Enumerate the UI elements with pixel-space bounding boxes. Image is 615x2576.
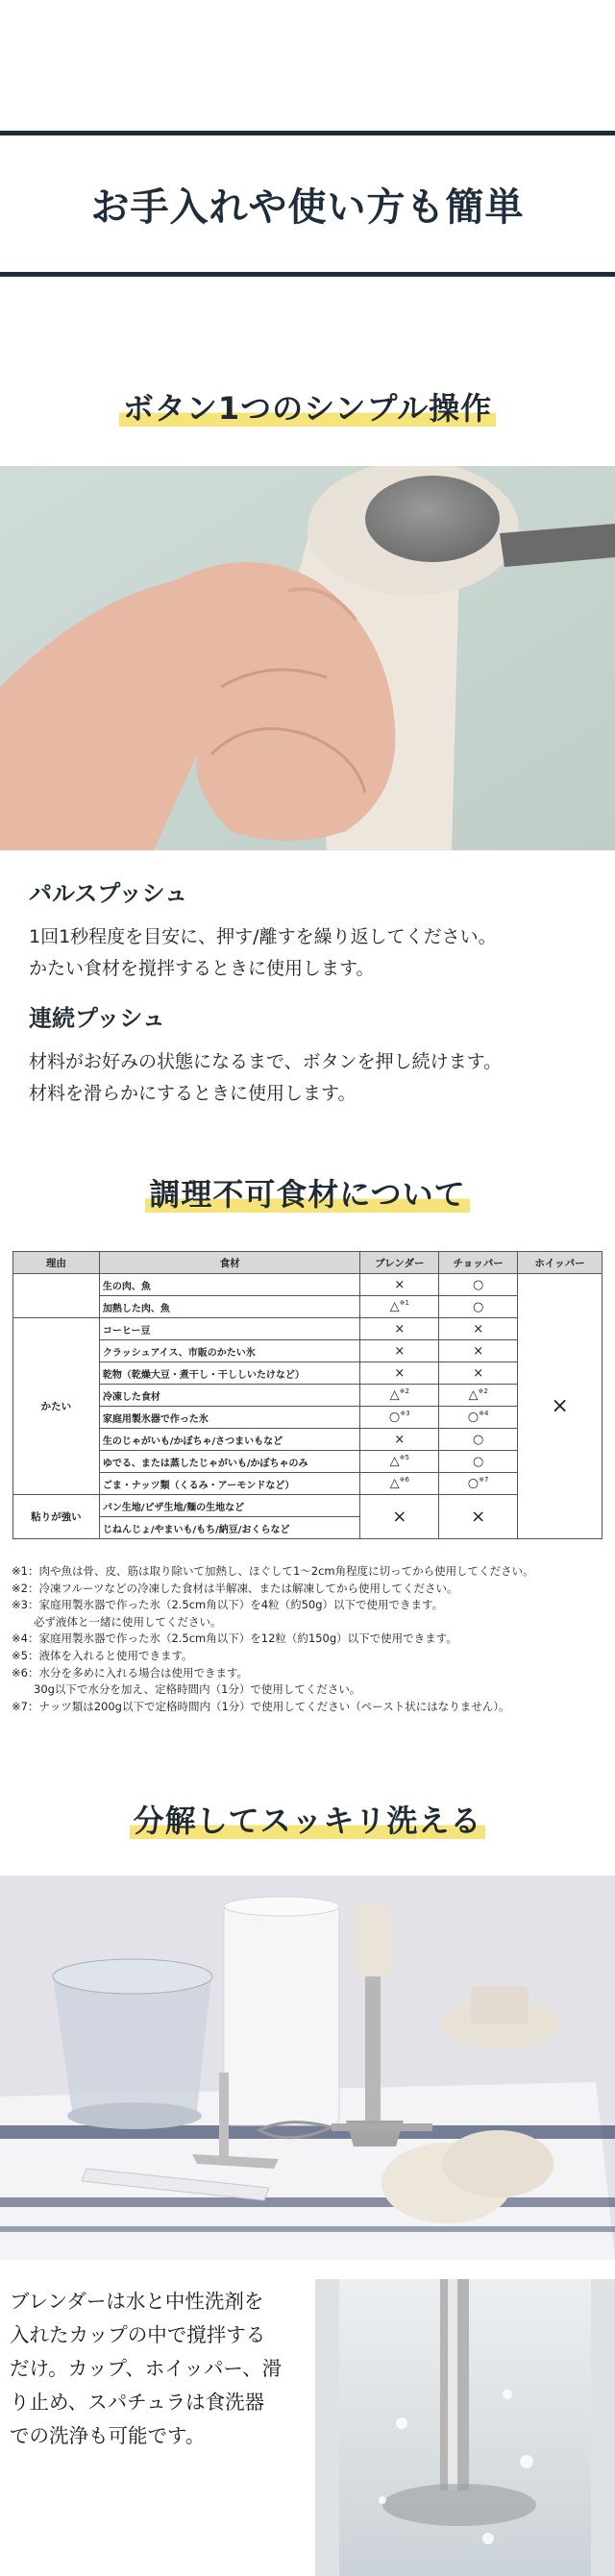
blender-mark: △	[389, 1476, 400, 1491]
blender-cell	[360, 1385, 439, 1407]
pulse-push-block	[29, 874, 596, 985]
footnote: ※1：肉や魚は骨、皮、筋は取り除いて加熱し、ほぐして1〜2cm角程度に切ってから使用してください。	[12, 1564, 534, 1578]
blender-cell	[360, 1451, 439, 1473]
chopper-mark: ○	[467, 1476, 480, 1491]
footnote: ※4：家庭用製氷器で作った氷（2.5cm角以下）を12粒（約150g）以下で使用できます。	[12, 1631, 457, 1646]
pulse-push-title: パルスプッシュ	[29, 880, 188, 907]
blender-cell	[360, 1429, 439, 1451]
food-cell: 家庭用製氷器で作った氷	[99, 1407, 359, 1429]
continuous-push-line-1: 材料がお好みの状態になるまで、ボタンを押し続けます。	[29, 1051, 503, 1072]
blender-mark: △	[389, 1454, 400, 1469]
table-row	[13, 1407, 603, 1429]
table-row	[13, 1429, 603, 1451]
footnote: ※6：水分を多めに入れる場合は使用できます。	[12, 1665, 249, 1680]
chopper-note: ※4	[479, 1410, 489, 1418]
footnote: 必ず液体と一緒に使用してください。	[12, 1614, 222, 1629]
wash-description	[10, 2285, 308, 2453]
operation-section-title: ボタン1つのシンプル操作	[0, 384, 615, 429]
blender-mark: ×	[394, 1321, 406, 1337]
footnotes	[12, 1563, 607, 1715]
food-cell: クラッシュアイス、市販のかたい氷	[99, 1340, 359, 1362]
chopper-cell	[439, 1340, 518, 1362]
chopper-mark: ×	[473, 1365, 484, 1381]
chopper-cell	[439, 1385, 518, 1407]
blender-mark: ○	[388, 1410, 401, 1425]
wash-section-title: 分解してスッキリ洗える	[0, 1797, 615, 1841]
reason-empty-cell	[13, 1274, 100, 1318]
wash-text-line: での洗浄も可能です。	[10, 2424, 206, 2447]
table-row	[13, 1385, 603, 1407]
blender-note: ※2	[399, 1387, 409, 1396]
blender-mark: △	[389, 1387, 400, 1403]
header-food: 食材	[99, 1252, 359, 1274]
table-row	[13, 1362, 603, 1385]
blender-mark: ×	[394, 1277, 406, 1292]
pulse-push-line-2: かたい食材を撹拌するときに使用します。	[29, 958, 375, 979]
food-cell: 生の肉、魚	[99, 1274, 359, 1296]
blender-note: ※1	[399, 1299, 409, 1308]
hero-title: お手入れや使い方も簡単	[90, 184, 525, 230]
chopper-cell	[439, 1495, 518, 1539]
chopper-cell	[439, 1429, 518, 1451]
chopper-note: ※7	[479, 1476, 489, 1484]
table-header-row	[13, 1252, 603, 1274]
hero-banner	[0, 131, 615, 277]
reason-hard-cell: かたい	[13, 1318, 100, 1495]
blender-cell	[360, 1296, 439, 1318]
wash-text-line: 入れたカップの中で撹拌する	[10, 2323, 266, 2346]
hand-holding-blender-photo	[0, 466, 615, 850]
food-cell: ゆでる、または蒸したじゃがいも/かぼちゃのみ	[99, 1451, 359, 1473]
wash-text-line: り止め、スパチュラは食洗器	[10, 2391, 265, 2414]
footnote: ※3：家庭用製氷器で作った氷（2.5cm角以下）を4粒（約50g）以下で使用できます。	[12, 1598, 444, 1612]
food-cell: パン生地/ピザ生地/麺の生地など	[99, 1495, 359, 1517]
blender-cell	[360, 1318, 439, 1340]
food-cell: 冷凍した食材	[99, 1385, 359, 1407]
pulse-push-line-1: 1回1秒程度を目安に、押す/離すを繰り返してください。	[29, 926, 497, 947]
chopper-mark: ○	[472, 1277, 484, 1292]
table-row	[13, 1274, 603, 1296]
footnote: 30g以下で水分を加え、定格時間内（1分）で使用してください。	[12, 1682, 361, 1697]
chopper-mark: ×	[473, 1343, 484, 1359]
header-whisk: ホイッパー	[518, 1252, 603, 1274]
blender-mark: ×	[394, 1432, 406, 1447]
chopper-mark: ○	[467, 1410, 480, 1425]
blender-cell	[360, 1362, 439, 1385]
table-row	[13, 1473, 603, 1495]
footnote: ※7：ナッツ類は200g以下で定格時間内（1分）で使用してください（ペースト状にはなりません）。	[12, 1699, 510, 1713]
blender-cell	[360, 1473, 439, 1495]
header-chopper: チョッパー	[439, 1252, 518, 1274]
table-row	[13, 1296, 603, 1318]
chopper-mark: △	[468, 1387, 479, 1403]
whisk-cell	[518, 1274, 603, 1539]
table-row	[13, 1340, 603, 1362]
blender-cell	[360, 1340, 439, 1362]
chopper-mark: ○	[472, 1299, 484, 1314]
blender-cell	[360, 1274, 439, 1296]
unusable-foods-table	[12, 1251, 603, 1539]
washing-in-cup-photo	[315, 2279, 615, 2576]
blender-mark: ×	[394, 1365, 406, 1381]
blender-note: ※3	[400, 1410, 410, 1418]
food-cell: 生のじゃがいも/かぼちゃ/さつまいもなど	[99, 1429, 359, 1451]
blender-note: ※5	[399, 1454, 409, 1462]
blender-note: ※6	[399, 1476, 409, 1484]
food-cell: じねんじょ/やまいも/もち/納豆/おくらなど	[99, 1517, 359, 1539]
table-row	[13, 1451, 603, 1473]
continuous-push-title: 連続プッシュ	[29, 1005, 165, 1032]
chopper-mark: ○	[472, 1454, 484, 1469]
chopper-note: ※2	[478, 1387, 488, 1396]
wash-text-line: ブレンダーは水と中性洗剤を	[10, 2290, 264, 2313]
footnote: ※5：液体を入れると使用できます。	[12, 1648, 193, 1662]
header-reason: 理由	[13, 1252, 100, 1274]
reason-sticky-cell: 粘りが強い	[13, 1495, 100, 1539]
chopper-mark: ○	[472, 1432, 484, 1447]
chopper-cell	[439, 1318, 518, 1340]
continuous-push-block	[29, 999, 596, 1110]
chopper-cell	[439, 1407, 518, 1429]
blender-mark: ×	[394, 1343, 406, 1359]
header-blender: ブレンダー	[360, 1252, 439, 1274]
food-cell: 乾物（乾燥大豆・煮干し・干ししいたけなど）	[99, 1362, 359, 1385]
blender-mark: ×	[392, 1507, 407, 1527]
table-row	[13, 1318, 603, 1340]
food-cell: ごま・ナッツ類（くるみ・アーモンドなど）	[99, 1473, 359, 1495]
whisk-mark: ×	[551, 1394, 569, 1418]
food-cell: コーヒー豆	[99, 1318, 359, 1340]
continuous-push-line-2: 材料を滑らかにするときに使用します。	[29, 1083, 357, 1104]
blender-cell	[360, 1407, 439, 1429]
wash-text-line: だけ。カップ、ホイッパー、滑	[10, 2357, 283, 2380]
unusable-foods-section-title: 調理不可食材について	[0, 1170, 615, 1214]
chopper-cell	[439, 1296, 518, 1318]
chopper-cell	[439, 1362, 518, 1385]
chopper-mark: ×	[471, 1507, 486, 1527]
food-cell: 加熱した肉、魚	[99, 1296, 359, 1318]
chopper-mark: ×	[473, 1321, 484, 1337]
disassembled-parts-photo	[0, 1876, 615, 2260]
chopper-cell	[439, 1473, 518, 1495]
blender-mark: △	[389, 1299, 400, 1314]
table-row	[13, 1495, 603, 1517]
footnote: ※2：冷凍フルーツなどの冷凍した食材は半解凍、または解凍してから使用してください。	[12, 1581, 458, 1595]
chopper-cell	[439, 1451, 518, 1473]
chopper-cell	[439, 1274, 518, 1296]
blender-cell	[360, 1495, 439, 1539]
